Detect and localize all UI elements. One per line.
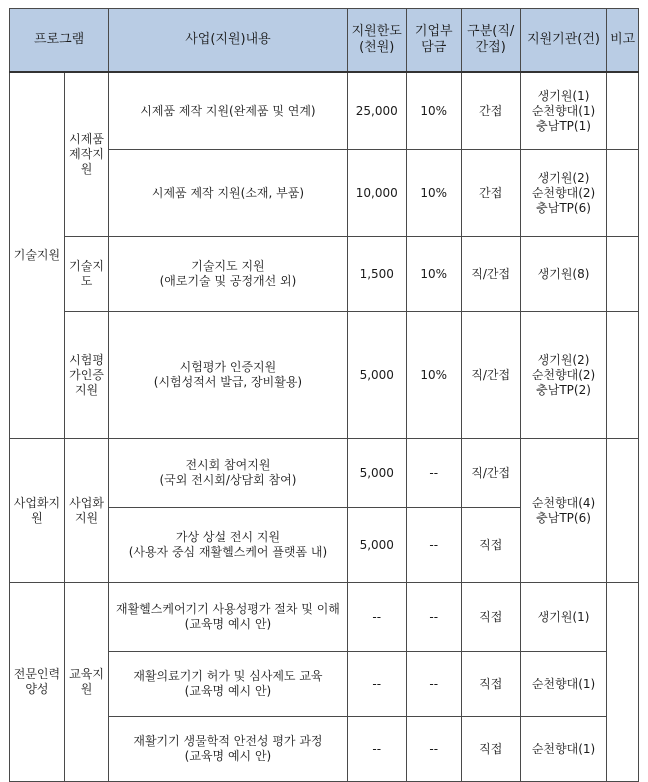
row-limit: 1,500	[347, 237, 406, 312]
subcategory-test: 시험평가인증지원	[64, 312, 108, 439]
category-edu: 전문인력양성	[10, 583, 65, 782]
row-burden: 10%	[406, 72, 461, 150]
row-burden: --	[406, 439, 461, 508]
table-row	[10, 237, 639, 312]
row-agency: 순천향대(1)	[520, 717, 607, 782]
subcategory-proto: 시제품제작지원	[64, 72, 108, 237]
row-agency: 생기원(8)	[520, 237, 607, 312]
row-agency: 생기원(1) 순천향대(1) 충남TP(1)	[520, 72, 607, 150]
support-program-table	[9, 8, 639, 782]
row-agency: 생기원(2) 순천향대(2) 충남TP(2)	[520, 312, 607, 439]
row-burden: 10%	[406, 150, 461, 237]
row-limit: 5,000	[347, 439, 406, 508]
row-type: 직접	[461, 508, 520, 583]
subcategory-edu: 교육지원	[64, 583, 108, 782]
row-content: 전시회 참여지원 (국외 전시회/상담회 참여)	[109, 439, 348, 508]
row-type: 간접	[461, 150, 520, 237]
category-tech: 기술지원	[10, 72, 65, 439]
row-type: 직/간접	[461, 439, 520, 508]
header-type: 구분(직/간접)	[461, 9, 520, 73]
row-type: 직접	[461, 652, 520, 717]
row-burden: 10%	[406, 237, 461, 312]
row-burden: --	[406, 583, 461, 652]
row-note	[607, 583, 639, 782]
row-type: 직접	[461, 583, 520, 652]
row-limit: 10,000	[347, 150, 406, 237]
row-limit: --	[347, 583, 406, 652]
row-note	[607, 72, 639, 150]
row-agency: 생기원(1)	[520, 583, 607, 652]
row-limit: 25,000	[347, 72, 406, 150]
row-burden: --	[406, 652, 461, 717]
row-type: 직/간접	[461, 237, 520, 312]
row-burden: --	[406, 508, 461, 583]
table-row	[10, 439, 639, 508]
subcategory-techguide: 기술지도	[64, 237, 108, 312]
row-content: 재활헬스케어기기 사용성평가 절차 및 이해 (교육명 예시 안)	[109, 583, 348, 652]
row-limit: 5,000	[347, 312, 406, 439]
category-biz: 사업화지원	[10, 439, 65, 583]
table-row	[10, 583, 639, 652]
header-content: 사업(지원)내용	[109, 9, 348, 73]
row-limit: 5,000	[347, 508, 406, 583]
row-note	[607, 237, 639, 312]
row-agency: 순천향대(1)	[520, 652, 607, 717]
row-limit: --	[347, 652, 406, 717]
header-note: 비고	[607, 9, 639, 73]
row-content: 기술지도 지원 (애로기술 및 공정개선 외)	[109, 237, 348, 312]
table-row	[10, 312, 639, 439]
row-burden: 10%	[406, 312, 461, 439]
row-limit: --	[347, 717, 406, 782]
row-note	[607, 312, 639, 439]
row-content: 재활의료기기 허가 및 심사제도 교육 (교육명 예시 안)	[109, 652, 348, 717]
row-content: 시제품 제작 지원(소재, 부품)	[109, 150, 348, 237]
row-note	[607, 150, 639, 237]
row-burden: --	[406, 717, 461, 782]
row-note	[607, 439, 639, 583]
row-agency: 생기원(2) 순천향대(2) 충남TP(6)	[520, 150, 607, 237]
header-agency: 지원기관(건)	[520, 9, 607, 73]
header-program: 프로그램	[10, 9, 109, 73]
header-burden: 기업부담금	[406, 9, 461, 73]
header-limit: 지원한도(천원)	[347, 9, 406, 73]
row-type: 직접	[461, 717, 520, 782]
row-content: 재활기기 생물학적 안전성 평가 과정 (교육명 예시 안)	[109, 717, 348, 782]
row-content: 시험평가 인증지원 (시험성적서 발급, 장비활용)	[109, 312, 348, 439]
row-content: 가상 상설 전시 지원 (사용자 중심 재활헬스케어 플랫폼 내)	[109, 508, 348, 583]
row-content: 시제품 제작 지원(완제품 및 연계)	[109, 72, 348, 150]
row-agency: 순천향대(4) 충남TP(6)	[520, 439, 607, 583]
table-row	[10, 72, 639, 150]
row-type: 간접	[461, 72, 520, 150]
header-row	[10, 9, 639, 73]
row-type: 직/간접	[461, 312, 520, 439]
subcategory-biz: 사업화지원	[64, 439, 108, 583]
